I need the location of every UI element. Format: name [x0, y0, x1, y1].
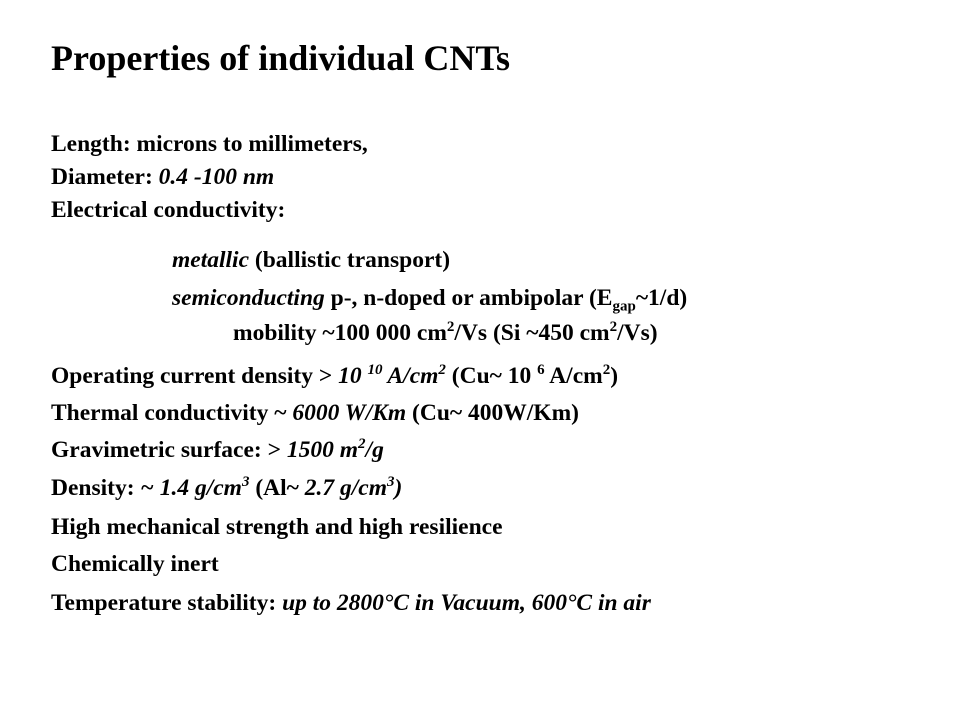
thermal-line — [51, 397, 579, 429]
mobility-mid: /Vs (Si ~450 cm — [454, 320, 610, 346]
chemical-text: Chemically inert — [51, 551, 219, 577]
electrical-label: Electrical conductivity: — [51, 197, 286, 223]
density-al-value: 2.7 g/cm — [304, 475, 387, 501]
metallic-desc: (ballistic transport) — [249, 247, 451, 273]
gravimetric-label: Gravimetric surface: > — [51, 437, 287, 463]
semiconducting-desc: p-, n-doped or ambipolar (E — [324, 285, 613, 311]
length-text: Length: microns to millimeters, — [51, 131, 368, 157]
density-line — [51, 472, 402, 504]
semiconducting-term: semiconducting — [172, 285, 325, 311]
current-cu-unit-exp: 2 — [602, 362, 611, 379]
temperature-line — [51, 587, 651, 619]
semiconducting-line — [172, 282, 687, 314]
current-cu-end: ) — [610, 363, 619, 389]
metallic-line — [172, 244, 450, 276]
mechanical-text: High mechanical strength and high resilience — [51, 514, 503, 540]
temperature-value: up to 2800°C in Vacuum, 600°C in air — [282, 590, 651, 616]
thermal-cu: (Cu~ 400W/Km) — [406, 400, 579, 426]
length-line — [51, 128, 368, 160]
current-cu-unit: A/cm — [544, 363, 603, 389]
current-cu-pre: (Cu~ 10 — [445, 363, 538, 389]
diameter-line — [51, 161, 274, 193]
gap-subscript: gap — [612, 298, 636, 315]
density-label: Density: — [51, 475, 141, 501]
electrical-line — [51, 194, 285, 226]
thermal-label: Thermal conductivity ~ — [51, 400, 293, 426]
density-exp: 3 — [241, 474, 250, 491]
slide-title: Properties of individual CNTs — [51, 38, 511, 78]
chemical-line — [51, 548, 219, 580]
mobility-end: /Vs) — [617, 320, 658, 346]
gravimetric-exp: 2 — [358, 436, 366, 453]
mobility-pre: mobility ~100 000 cm — [233, 320, 447, 346]
current-value-unit-exp: 2 — [438, 362, 446, 379]
mobility-line — [233, 317, 658, 349]
current-value-base: 10 — [338, 363, 368, 389]
current-value-exp: 10 — [367, 362, 383, 379]
temperature-label: Temperature stability: — [51, 590, 283, 616]
gravimetric-unit: /g — [365, 437, 384, 463]
density-value: ~ 1.4 g/cm — [140, 475, 242, 501]
gravimetric-value: 1500 m — [286, 437, 359, 463]
density-al-end: ) — [394, 475, 403, 501]
current-label: Operating current density > — [51, 363, 339, 389]
current-density-line — [51, 360, 618, 392]
current-cu-exp: 6 — [537, 362, 545, 379]
diameter-value: 0.4 -100 nm — [158, 164, 275, 190]
gravimetric-line — [51, 434, 384, 466]
diameter-label: Diameter: — [51, 164, 159, 190]
density-al-pre: (Al~ — [249, 475, 305, 501]
mobility-sup-2: 2 — [609, 319, 618, 336]
thermal-value: 6000 W/Km — [292, 400, 407, 426]
metallic-term: metallic — [172, 247, 250, 273]
density-al-exp: 3 — [386, 474, 395, 491]
current-value-unit: A/cm — [382, 363, 439, 389]
gap-rest: ~1/d) — [635, 285, 688, 311]
mobility-sup-1: 2 — [446, 319, 455, 336]
mechanical-line — [51, 511, 503, 543]
